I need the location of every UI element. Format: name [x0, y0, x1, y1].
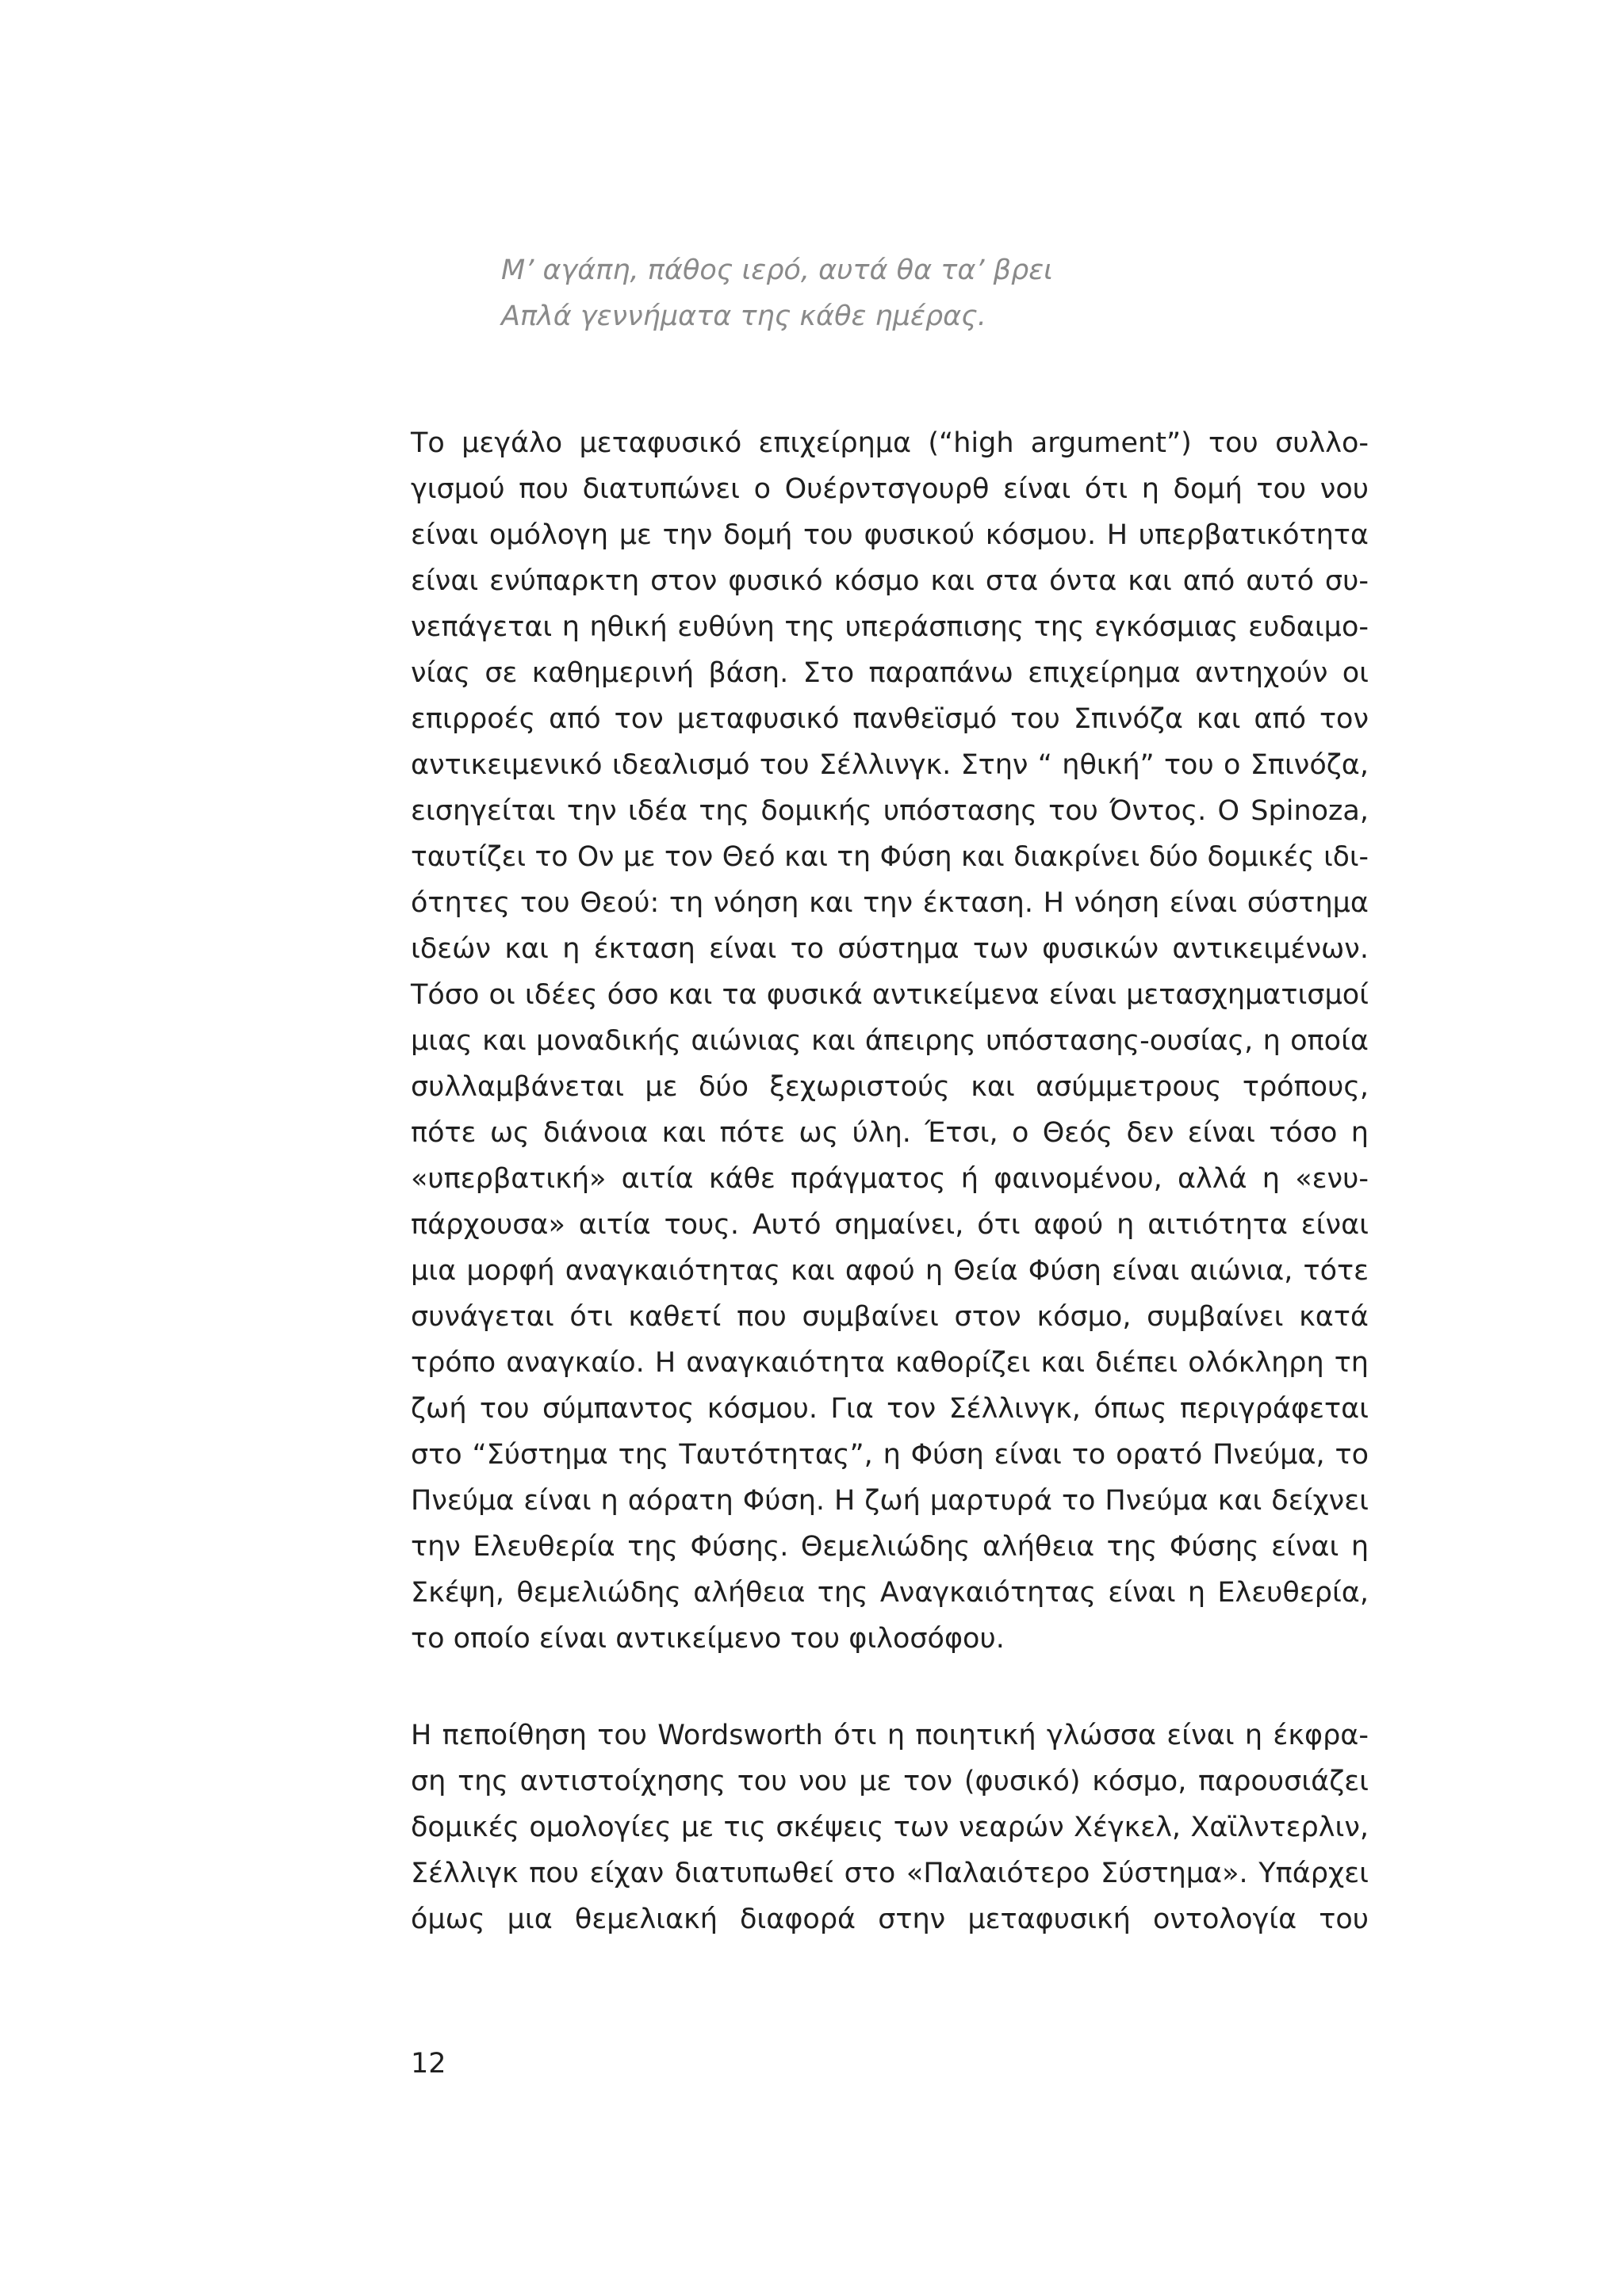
text-line: ζωή του σύμπαντος κόσμου. Για τον Σέλλινγκ, όπως περιγράφεται	[411, 1393, 1369, 1425]
text-line: είναι ενύπαρκτη στον φυσικό κόσμο και στα όντα και από αυτό συ-	[411, 565, 1369, 597]
text-line: συνάγεται ότι καθετί που συμβαίνει στον κόσμο, συμβαίνει κατά	[411, 1301, 1369, 1333]
text-line: συλλαμβάνεται με δύο ξεχωριστούς και ασύμμετρους τρόπους,	[411, 1071, 1369, 1103]
epigraph-line: Μ’ αγάπη, πάθος ιερό, αυτά θα τα’ βρει	[501, 254, 1054, 286]
body-paragraph	[411, 420, 1369, 1662]
text-line: την Ελευθερία της Φύσης. Θεμελιώδης αλήθεια της Φύσης είναι η	[411, 1531, 1369, 1563]
text-line: Η πεποίθηση του Wordsworth ότι η ποιητική γλώσσα είναι η έκφρα-	[411, 1720, 1369, 1751]
text-line: επιρροές από τον μεταφυσικό πανθεϊσμό του Σπινόζα και από τον	[411, 703, 1369, 735]
text-line: ταυτίζει το Ον με τον Θεό και τη Φύση και διακρίνει δύο δομικές ιδι-	[411, 841, 1369, 873]
text-line: μια μορφή αναγκαιότητας και αφού η Θεία Φύση είναι αιώνια, τότε	[411, 1255, 1369, 1287]
text-line: Τόσο οι ιδέες όσο και τα φυσικά αντικείμενα είναι μετασχηματισμοί	[411, 979, 1369, 1011]
text-line: όμως μια θεμελιακή διαφορά στην μεταφυσική οντολογία του	[411, 1904, 1369, 1935]
text-line: τρόπο αναγκαίο. Η αναγκαιότητα καθορίζει και διέπει ολόκληρη τη	[411, 1347, 1369, 1379]
text-line: είναι ομόλογη με την δομή του φυσικού κόσμου. Η υπερβατικότητα	[411, 519, 1369, 551]
text-line: αντικειμενικό ιδεαλισμό του Σέλλινγκ. Στην “ ηθική” του ο Σπινόζα,	[411, 749, 1369, 781]
text-line: στο “Σύστημα της Ταυτότητας”, η Φύση είναι το ορατό Πνεύμα, το	[411, 1439, 1369, 1471]
text-line: ση της αντιστοίχησης του νου με τον (φυσικό) κόσμο, παρουσιάζει	[411, 1766, 1369, 1797]
text-line: Σέλλιγκ που είχαν διατυπωθεί στο «Παλαιότερο Σύστημα». Υπάρχει	[411, 1858, 1369, 1889]
page-number: 12	[411, 2048, 446, 2080]
text-line: ότητες του Θεού: τη νόηση και την έκταση. Η νόηση είναι σύστημα	[411, 887, 1369, 919]
text-line: Σκέψη, θεμελιώδης αλήθεια της Αναγκαιότητας είναι η Ελευθερία,	[411, 1577, 1369, 1609]
text-line: γισμού που διατυπώνει ο Ουέρντσγουρθ είναι ότι η δομή του νου	[411, 473, 1369, 505]
text-line: νεπάγεται η ηθική ευθύνη της υπεράσπισης της εγκόσμιας ευδαιμο-	[411, 611, 1369, 643]
text-line: το οποίο είναι αντικείμενο του φιλοσόφου.	[411, 1623, 1005, 1655]
text-line: δομικές ομολογίες με τις σκέψεις των νεαρών Χέγκελ, Χαϊλντερλιν,	[411, 1812, 1369, 1843]
body-paragraph	[411, 1712, 1369, 1942]
text-line: εισηγείται την ιδέα της δομικής υπόστασης του Όντος. Ο Spinoza,	[411, 795, 1369, 827]
text-line: πότε ως διάνοια και πότε ως ύλη. Έτσι, ο Θεός δεν είναι τόσο η	[411, 1117, 1369, 1149]
text-line: μιας και μοναδικής αιώνιας και άπειρης υπόστασης-ουσίας, η οποία	[411, 1025, 1369, 1057]
text-line: «υπερβατική» αιτία κάθε πράγματος ή φαινομένου, αλλά η «ενυ-	[411, 1163, 1369, 1195]
text-line: πάρχουσα» αιτία τους. Αυτό σημαίνει, ότι αφού η αιτιότητα είναι	[411, 1209, 1369, 1241]
epigraph-line: Απλά γεννήματα της κάθε ημέρας.	[501, 300, 986, 332]
epigraph	[501, 247, 1373, 339]
text-line: ιδεών και η έκταση είναι το σύστημα των φυσικών αντικειμένων.	[411, 933, 1369, 965]
text-line: Το μεγάλο μεταφυσικό επιχείρημα (“high argument”) του συλλο-	[411, 427, 1369, 459]
text-line: νίας σε καθημερινή βάση. Στο παραπάνω επιχείρημα αντηχούν οι	[411, 657, 1369, 689]
text-line: Πνεύμα είναι η αόρατη Φύση. Η ζωή μαρτυρά το Πνεύμα και δείχνει	[411, 1485, 1369, 1517]
